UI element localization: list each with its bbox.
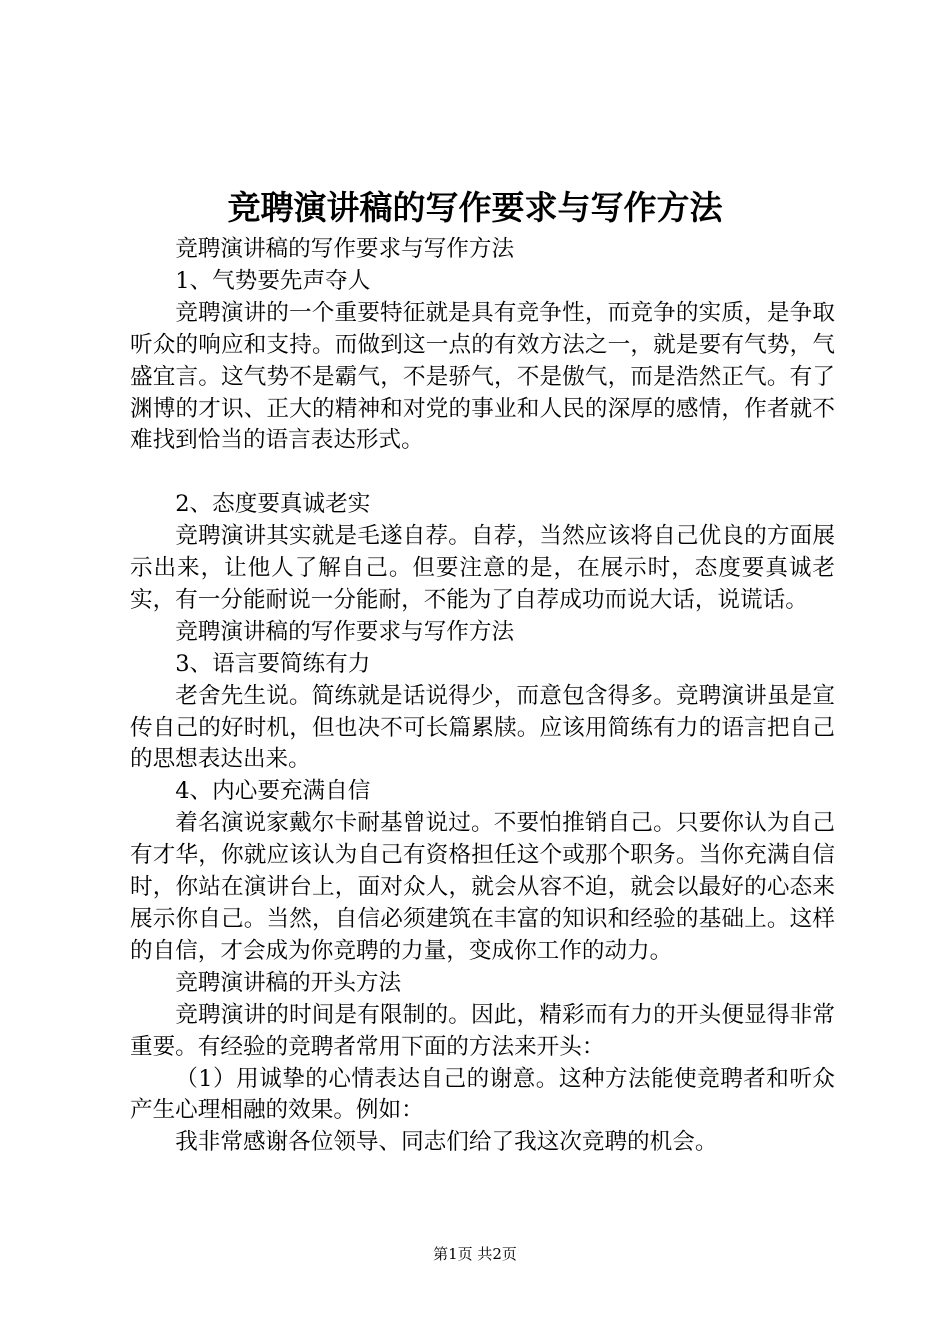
section-heading: 竞聘演讲稿的写作要求与写作方法 bbox=[175, 618, 515, 645]
document-body bbox=[130, 234, 835, 1159]
subheading-3: 3、语言要简练有力 bbox=[175, 650, 371, 677]
paragraph-2: 竞聘演讲其实就是毛遂自荐。自荐，当然应该将自己优良的方面展示出来，让他人了解自己。但要注意的是，在展示时，态度要真诚老实，有一分能耐说一分能耐，不能为了自荐成功而说大话，说谎话。 bbox=[130, 523, 835, 613]
paragraph-3: 老舍先生说。简练就是话说得少，而意包含得多。竞聘演讲虽是宣传自己的好时机，但也决不可长篇累牍。应该用简练有力的语言把自己的思想表达出来。 bbox=[130, 682, 835, 773]
section-heading: 竞聘演讲稿的写作要求与写作方法 bbox=[175, 236, 515, 262]
document-title: 竞聘演讲稿的写作要求与写作方法 bbox=[227, 188, 723, 227]
paragraph-4: 着名演说家戴尔卡耐基曾说过。不要怕推销自己。只要你认为自己有才华，你就应该认为自己有资格担任这个或那个职务。当你充满自信时，你站在演讲台上，面对众人，就会从容不迫，就会以最好的心态来展示你自己。当然，自信必须建筑在丰富的知识和经验的基础上。这样的自信，才会成为你竞聘的力量，变成你工作的动力。 bbox=[130, 810, 835, 964]
paragraph-1: 竞聘演讲的一个重要特征就是具有竞争性，而竞争的实质，是争取听众的响应和支持。而做到这一点的有效方法之一，就是要有气势，气盛宜言。这气势不是霸气，不是骄气，不是傲气，而是浩然正气。有了渊博的才识、正大的精神和对党的事业和人民的深厚的感情，作者就不难找到恰当的语言表达形式。 bbox=[130, 299, 835, 454]
paragraph-6: （1）用诚挚的心情表达自己的谢意。这种方法能使竞聘者和听众产生心理相融的效果。例如： bbox=[130, 1065, 835, 1124]
subheading-2: 2、态度要真诚老实 bbox=[175, 491, 371, 518]
paragraph-5: 竞聘演讲的时间是有限制的。因此，精彩而有力的开头便显得非常重要。有经验的竞聘者常用下面的方法来开头： bbox=[130, 1001, 835, 1060]
section-heading: 竞聘演讲稿的开头方法 bbox=[175, 969, 402, 996]
paragraph-7: 我非常感谢各位领导、同志们给了我这次竞聘的机会。 bbox=[175, 1129, 718, 1156]
subheading-1: 1、气势要先声夺人 bbox=[175, 267, 371, 294]
subheading-4: 4、内心要充满自信 bbox=[175, 778, 371, 805]
page-footer: 第1页 共2页 bbox=[433, 1245, 517, 1263]
